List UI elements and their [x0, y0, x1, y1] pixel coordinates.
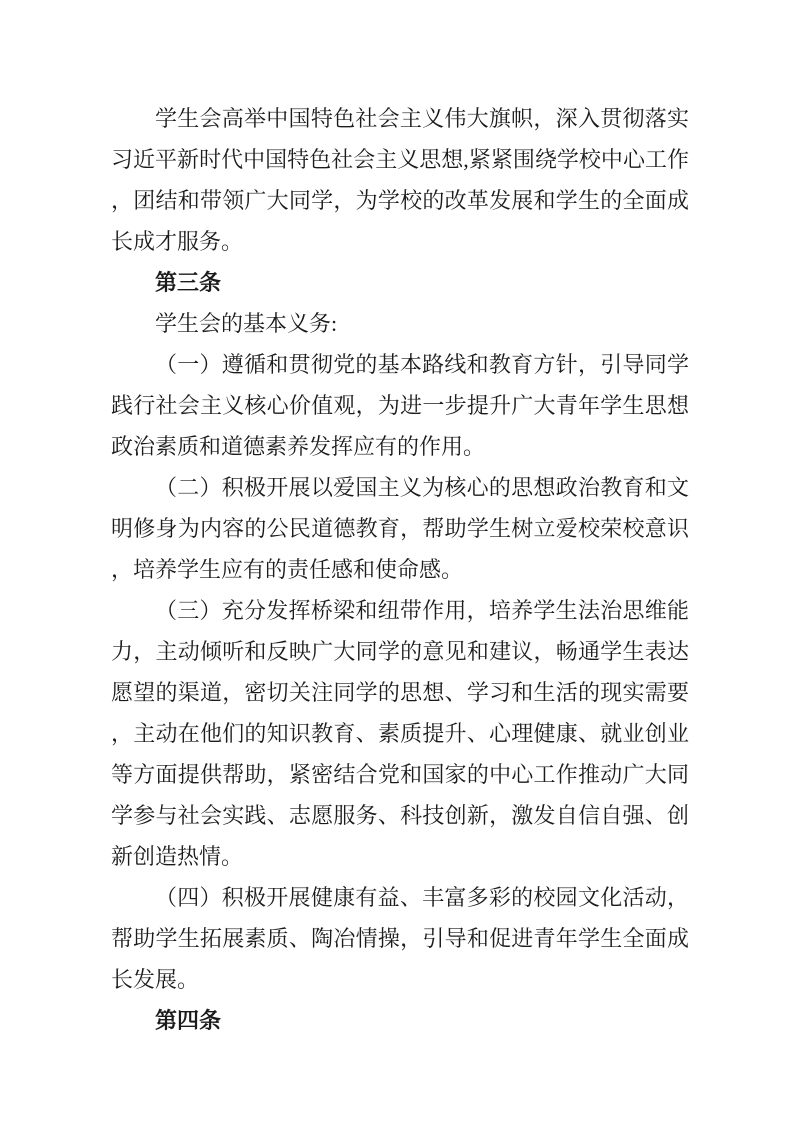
paragraph: （二）积极开展以爱国主义为核心的思想政治教育和文明修身为内容的公民道德教育，帮助学生树立爱校荣校意识，培养学生应有的责任感和使命感。: [111, 475, 689, 582]
paragraph: 学生会的基本义务:: [155, 311, 338, 336]
paragraph: （四）积极开展健康有益、丰富多彩的校园文化活动，帮助学生拓展素质、陶冶情操，引导和促进青年学生全面成长发展。: [111, 885, 689, 992]
paragraph: （一）遵循和贯彻党的基本路线和教育方针，引导同学践行社会主义核心价值观，为进一步提升广大青年学生思想政治素质和道德素养发挥应有的作用。: [111, 352, 689, 459]
paragraph: 学生会高举中国特色社会主义伟大旗帜，深入贯彻落实习近平新时代中国特色社会主义思想,紧紧围绕学校中心工作，团结和带领广大同学，为学校的改革发展和学生的全面成长成才服务。: [111, 106, 689, 254]
article-heading: 第四条: [155, 1008, 222, 1033]
document-body: [111, 98, 689, 1041]
paragraph: （三）充分发挥桥梁和纽带作用，培养学生法治思维能力，主动倾听和反映广大同学的意见和建议，畅通学生表达愿望的渠道，密切关注同学的思想、学习和生活的现实需要，主动在他们的知识教育、素质提升、心理健康、就业创业等方面提供帮助，紧密结合党和国家的中心工作推动广大同学参与社会实践、志愿服务、科技创新，激发自信自强、创新创造热情。: [111, 598, 689, 869]
article-heading: 第三条: [155, 270, 222, 295]
